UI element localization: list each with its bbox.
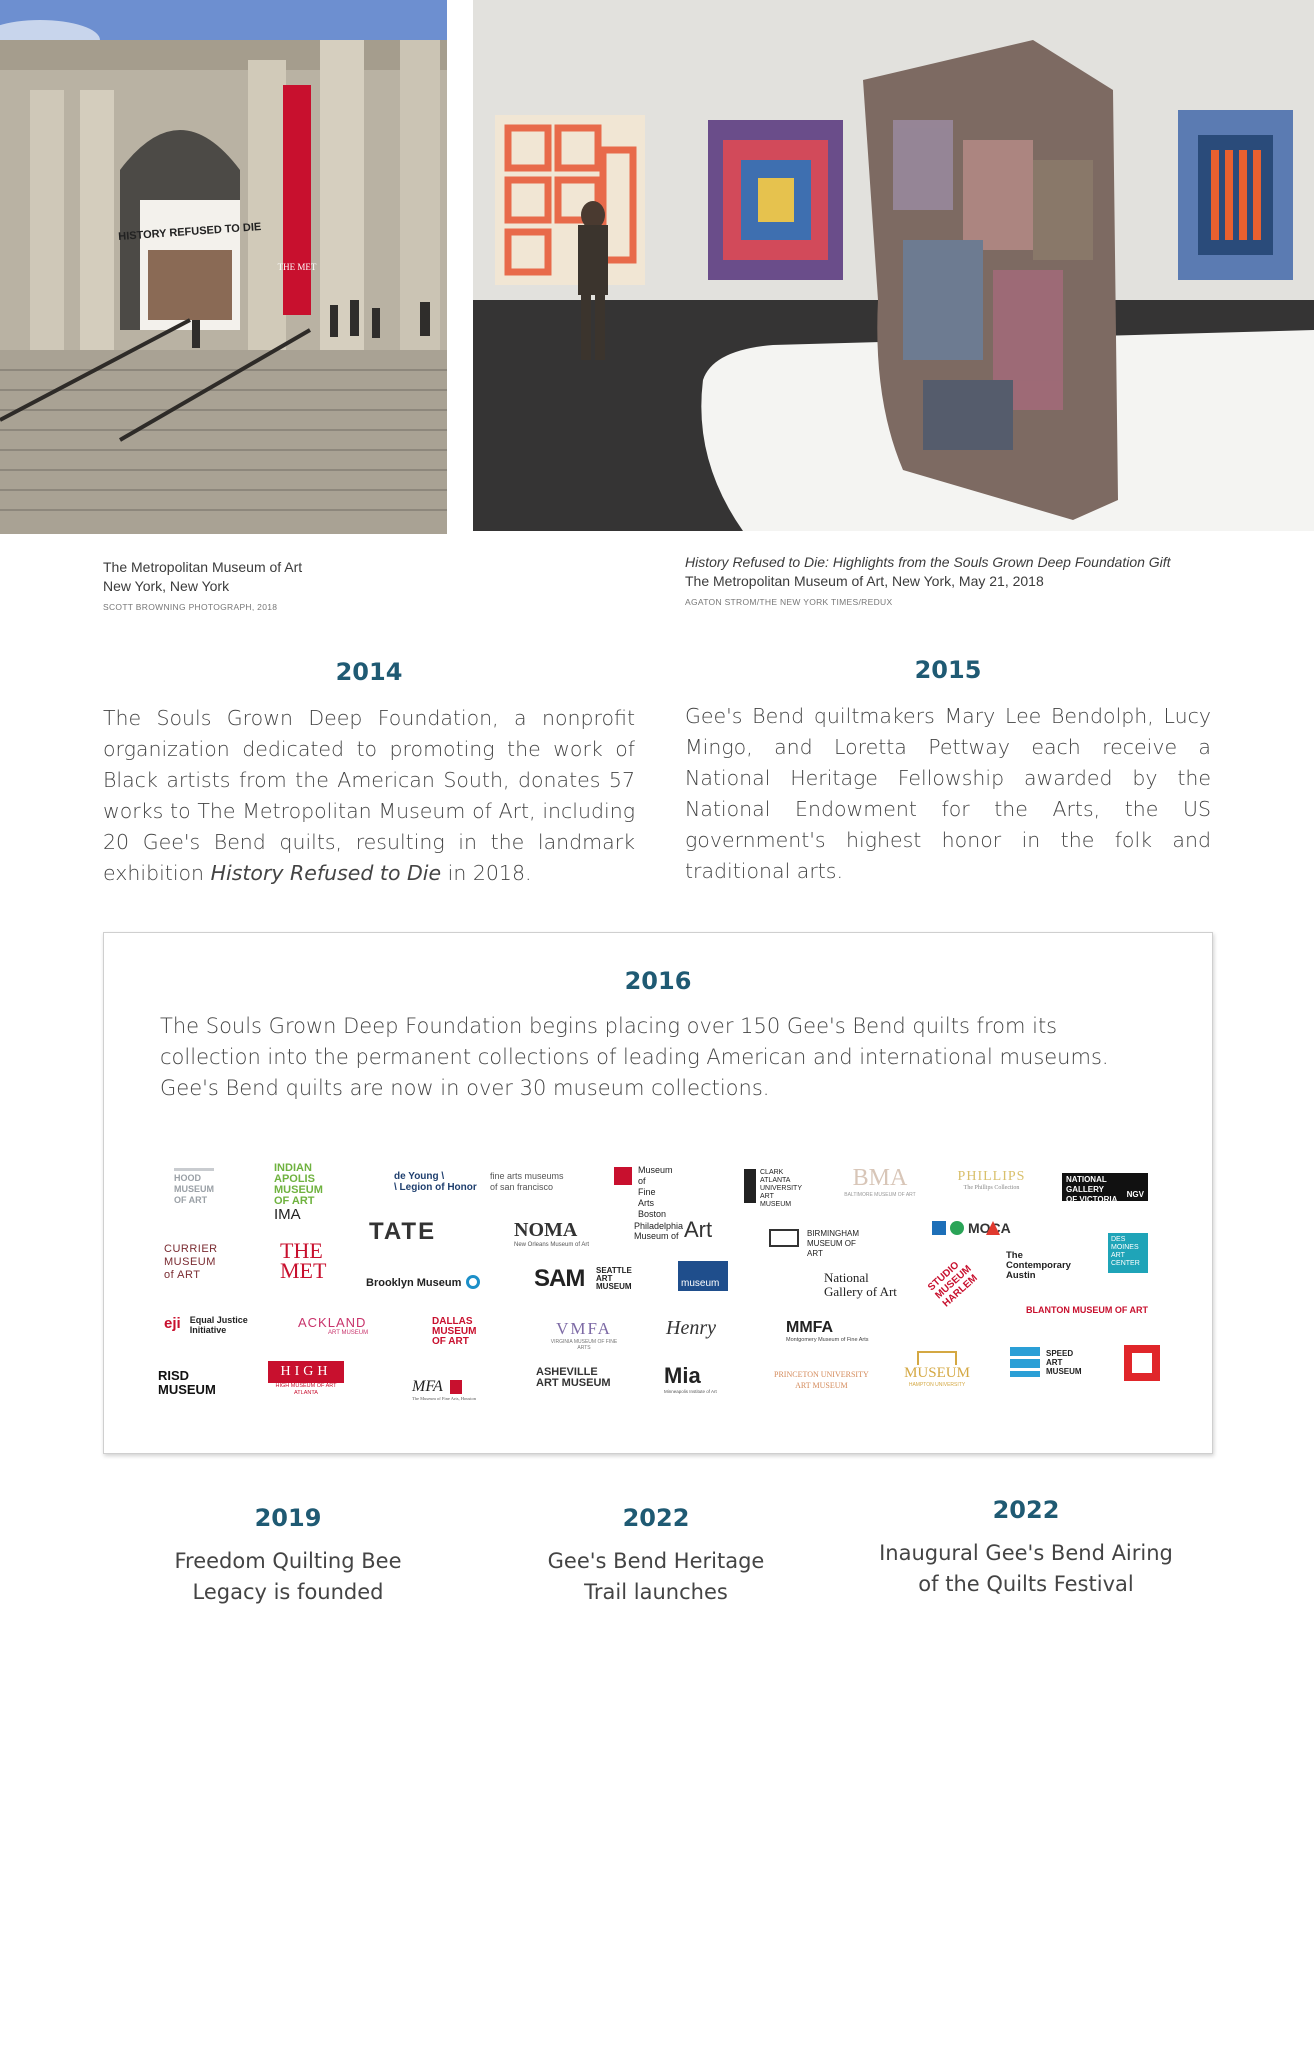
logo-studio-museum: STUDIO MUSEUM HARLEM bbox=[926, 1259, 980, 1310]
logo-hood-museum: HOOD MUSEUM OF ART bbox=[174, 1168, 214, 1206]
year-2016-text: The Souls Grown Deep Foundation begins placing over 150 Gee's Bend quilts from its collection into the permanent collections of leading American and international museums. Gee's Bend quilts are now in over 30 museum collections. bbox=[160, 1014, 1109, 1100]
milestone-line1: Freedom Quilting Bee bbox=[174, 1549, 402, 1573]
logo-fams: fine arts museums of san francisco bbox=[490, 1171, 564, 1192]
red-banner-text: THE MET bbox=[277, 262, 317, 272]
logo-ackland-name: ACKLAND bbox=[298, 1315, 367, 1330]
caption-credit: AGATON STROM/THE NEW YORK TIMES/REDUX bbox=[685, 597, 893, 607]
milestone-2022-festival bbox=[866, 1496, 1186, 1600]
logo-asheville: ASHEVILLE ART MUSEUM bbox=[536, 1366, 611, 1389]
logo-clark-atlanta-name: CLARK ATLANTA UNIVERSITY ART MUSEUM bbox=[760, 1169, 803, 1208]
logo-dallas: DALLAS MUSEUM OF ART bbox=[432, 1316, 477, 1347]
milestone-line1: Inaugural Gee's Bend Airing bbox=[879, 1541, 1173, 1565]
logo-the-met: THE MET bbox=[280, 1238, 327, 1283]
logo-contemporary-austin: The Contemporary Austin bbox=[1006, 1250, 1071, 1281]
logo-moca-name: MOCA bbox=[968, 1220, 1011, 1236]
logo-eji bbox=[164, 1315, 248, 1337]
logo-eji-name: Equal Justice Initiative bbox=[189, 1315, 248, 1335]
logo-sam-sub: SEATTLE ART MUSEUM bbox=[596, 1266, 632, 1291]
milestone-year: 2022 bbox=[622, 1504, 690, 1532]
logo-high bbox=[268, 1361, 344, 1397]
moca-circle bbox=[950, 1221, 964, 1235]
milestone-line2: Trail launches bbox=[584, 1580, 728, 1604]
logo-sam-name: SAM bbox=[534, 1265, 585, 1292]
logo-blanton: BLANTON MUSEUM OF ART bbox=[1026, 1305, 1148, 1315]
logo-bma-name: BMA bbox=[852, 1165, 908, 1191]
logo-mia-name: Mia bbox=[664, 1363, 701, 1388]
logo-phillips-name: PHILLIPS bbox=[957, 1169, 1026, 1184]
logo-eji-mark: eji bbox=[164, 1315, 181, 1332]
logo-tate: TATE bbox=[369, 1218, 437, 1245]
gallery-illustration bbox=[473, 0, 1314, 531]
logo-mmfa bbox=[786, 1319, 869, 1343]
logo-ackland-sub: ART MUSEUM bbox=[328, 1330, 369, 1336]
moca-square bbox=[932, 1221, 946, 1235]
logo-moca bbox=[932, 1220, 1011, 1236]
logo-princeton: PRINCETON UNIVERSITY ART MUSEUM bbox=[774, 1370, 869, 1390]
logo-national-gallery: National Gallery of Art bbox=[824, 1270, 897, 1299]
logo-mfah-name: MFA bbox=[412, 1378, 443, 1395]
text-2014-end: in 2018. bbox=[441, 861, 532, 885]
logo-philadelphia-name: Philadelphia Museum of bbox=[634, 1221, 684, 1241]
logo-henry: Henry bbox=[666, 1317, 716, 1339]
logo-des-moines-name: DES MOINES ART CENTER bbox=[1111, 1236, 1140, 1267]
caption-credit: SCOTT BROWNING PHOTOGRAPH, 2018 bbox=[103, 602, 278, 612]
moca-triangle bbox=[986, 1221, 1000, 1235]
logo-hampton bbox=[900, 1351, 974, 1388]
logo-seattle-art-museum bbox=[534, 1265, 632, 1293]
logo-noma bbox=[514, 1219, 589, 1248]
logo-hampton-name: MUSEUM bbox=[904, 1365, 970, 1381]
logo-de-young: de Young \ \ Legion of Honor bbox=[394, 1171, 477, 1193]
logo-mia-sub: Minneapolis Institute of Art bbox=[664, 1389, 717, 1394]
left-photo-caption bbox=[103, 558, 463, 612]
logo-indianapolis-name: INDIAN APOLIS MUSEUM OF ART bbox=[274, 1162, 323, 1207]
logo-mmfa-name: MMFA bbox=[786, 1319, 834, 1336]
clark-atlanta-mark bbox=[744, 1169, 756, 1203]
year-2016-heading: 2016 bbox=[624, 967, 692, 995]
milestone-line2: of the Quilts Festival bbox=[918, 1572, 1134, 1596]
logo-ngv-tag: NGV bbox=[1126, 1190, 1144, 1199]
birmingham-mark bbox=[769, 1229, 799, 1247]
logo-birmingham-name: BIRMINGHAM MUSEUM OF ART bbox=[807, 1229, 859, 1258]
met-facade-illustration bbox=[0, 0, 447, 534]
logo-ngv bbox=[1062, 1173, 1148, 1204]
logo-high-sub: HIGH MUSEUM OF ART ATLANTA bbox=[275, 1383, 337, 1396]
logo-brooklyn-name: Brooklyn Museum bbox=[366, 1277, 462, 1289]
caption-title-line2: New York, New York bbox=[103, 578, 230, 594]
red-square-inner bbox=[1132, 1353, 1152, 1373]
mfah-mark bbox=[450, 1380, 462, 1394]
milestone-line2: Legacy is founded bbox=[192, 1580, 384, 1604]
logo-mfa-boston-name: Museum of Fine Arts Boston bbox=[638, 1165, 673, 1219]
speed-mark bbox=[1010, 1347, 1040, 1377]
logo-phillips bbox=[954, 1169, 1029, 1191]
logo-indianapolis bbox=[274, 1163, 323, 1223]
milestone-year: 2019 bbox=[254, 1504, 322, 1532]
text-2014-start: The Souls Grown Deep Foundation, a nonprofit organization dedicated to promoting the work of Black artists from the American South, donates 57 works to The Metropolitan Museum of Art, including 20 Gee's Bend quilts, resulting in the landmark exhibition bbox=[103, 706, 635, 885]
logo-philadelphia-art: Art bbox=[684, 1217, 713, 1242]
logo-high-name: HIGH bbox=[268, 1361, 344, 1383]
logo-des-moines bbox=[1108, 1233, 1148, 1273]
year-2014-text bbox=[103, 703, 635, 889]
logo-vmfa-sub: VIRGINIA MUSEUM OF FINE ARTS bbox=[550, 1339, 618, 1351]
logo-currier: CURRIER MUSEUM of ART bbox=[164, 1243, 218, 1281]
logo-speed-name: SPEED ART MUSEUM bbox=[1046, 1349, 1082, 1376]
logo-ackland bbox=[298, 1315, 368, 1336]
year-2015-heading: 2015 bbox=[914, 656, 982, 684]
text-2014-exhibition-title: History Refused to Die bbox=[210, 861, 442, 885]
logo-phillips-sub: The Phillips Collection bbox=[963, 1185, 1020, 1191]
logo-red-square bbox=[1124, 1345, 1160, 1381]
right-photo-caption bbox=[685, 553, 1305, 607]
logo-vmfa bbox=[544, 1319, 624, 1351]
caption-italic-title: History Refused to Die: Highlights from the Souls Grown Deep Foundation Gift bbox=[685, 554, 1171, 570]
year-2015-text: Gee's Bend quiltmakers Mary Lee Bendolph, Lucy Mingo, and Loretta Pettway each receive a National Heritage Fellowship awarded by the National Endowment for the Arts, the US government's highest honor in the folk and traditional arts. bbox=[685, 704, 1211, 883]
banner-text: HISTORY REFUSED TO DIE bbox=[117, 221, 262, 243]
logo-mfah bbox=[412, 1376, 476, 1401]
logo-bma-sub: BALTIMORE MUSEUM OF ART bbox=[844, 1192, 916, 1198]
milestone-line1: Gee's Bend Heritage bbox=[547, 1549, 765, 1573]
caption-title-line1: The Metropolitan Museum of Art bbox=[103, 559, 303, 575]
logo-spelman-name: museum bbox=[681, 1278, 720, 1289]
logo-risd: RISD MUSEUM bbox=[158, 1368, 216, 1397]
milestone-year: 2022 bbox=[992, 1496, 1060, 1524]
logo-bma bbox=[840, 1165, 920, 1198]
logo-mia bbox=[664, 1363, 717, 1394]
logo-vmfa-name: VMFA bbox=[556, 1319, 612, 1338]
mfa-boston-mark bbox=[614, 1167, 632, 1185]
logo-mmfa-sub: Montgomery Museum of Fine Arts bbox=[786, 1337, 869, 1343]
year-2014-heading: 2014 bbox=[335, 658, 403, 686]
logo-noma-sub: New Orleans Museum of Art bbox=[514, 1242, 590, 1248]
brooklyn-mark bbox=[466, 1275, 480, 1289]
museum-collections-box bbox=[103, 932, 1213, 1454]
exhibition-gallery-photo bbox=[473, 0, 1314, 531]
milestone-2019 bbox=[140, 1504, 436, 1608]
logo-hampton-sub: HAMPTON UNIVERSITY bbox=[908, 1382, 966, 1388]
caption-title-line2: The Metropolitan Museum of Art, New York, May 21, 2018 bbox=[685, 573, 1044, 589]
logo-ngv-name: NATIONAL GALLERY OF VICTORIA bbox=[1066, 1175, 1118, 1204]
logo-spelman bbox=[678, 1261, 728, 1291]
milestone-2022-trail bbox=[508, 1504, 804, 1608]
logo-noma-name: NOMA bbox=[514, 1219, 578, 1241]
logo-brooklyn bbox=[366, 1271, 480, 1290]
logo-mfah-sub: The Museum of Fine Arts, Houston bbox=[412, 1396, 476, 1401]
met-facade-photo bbox=[0, 0, 447, 534]
logo-indianapolis-ima: IMA bbox=[274, 1206, 301, 1223]
hampton-mark bbox=[917, 1351, 957, 1365]
